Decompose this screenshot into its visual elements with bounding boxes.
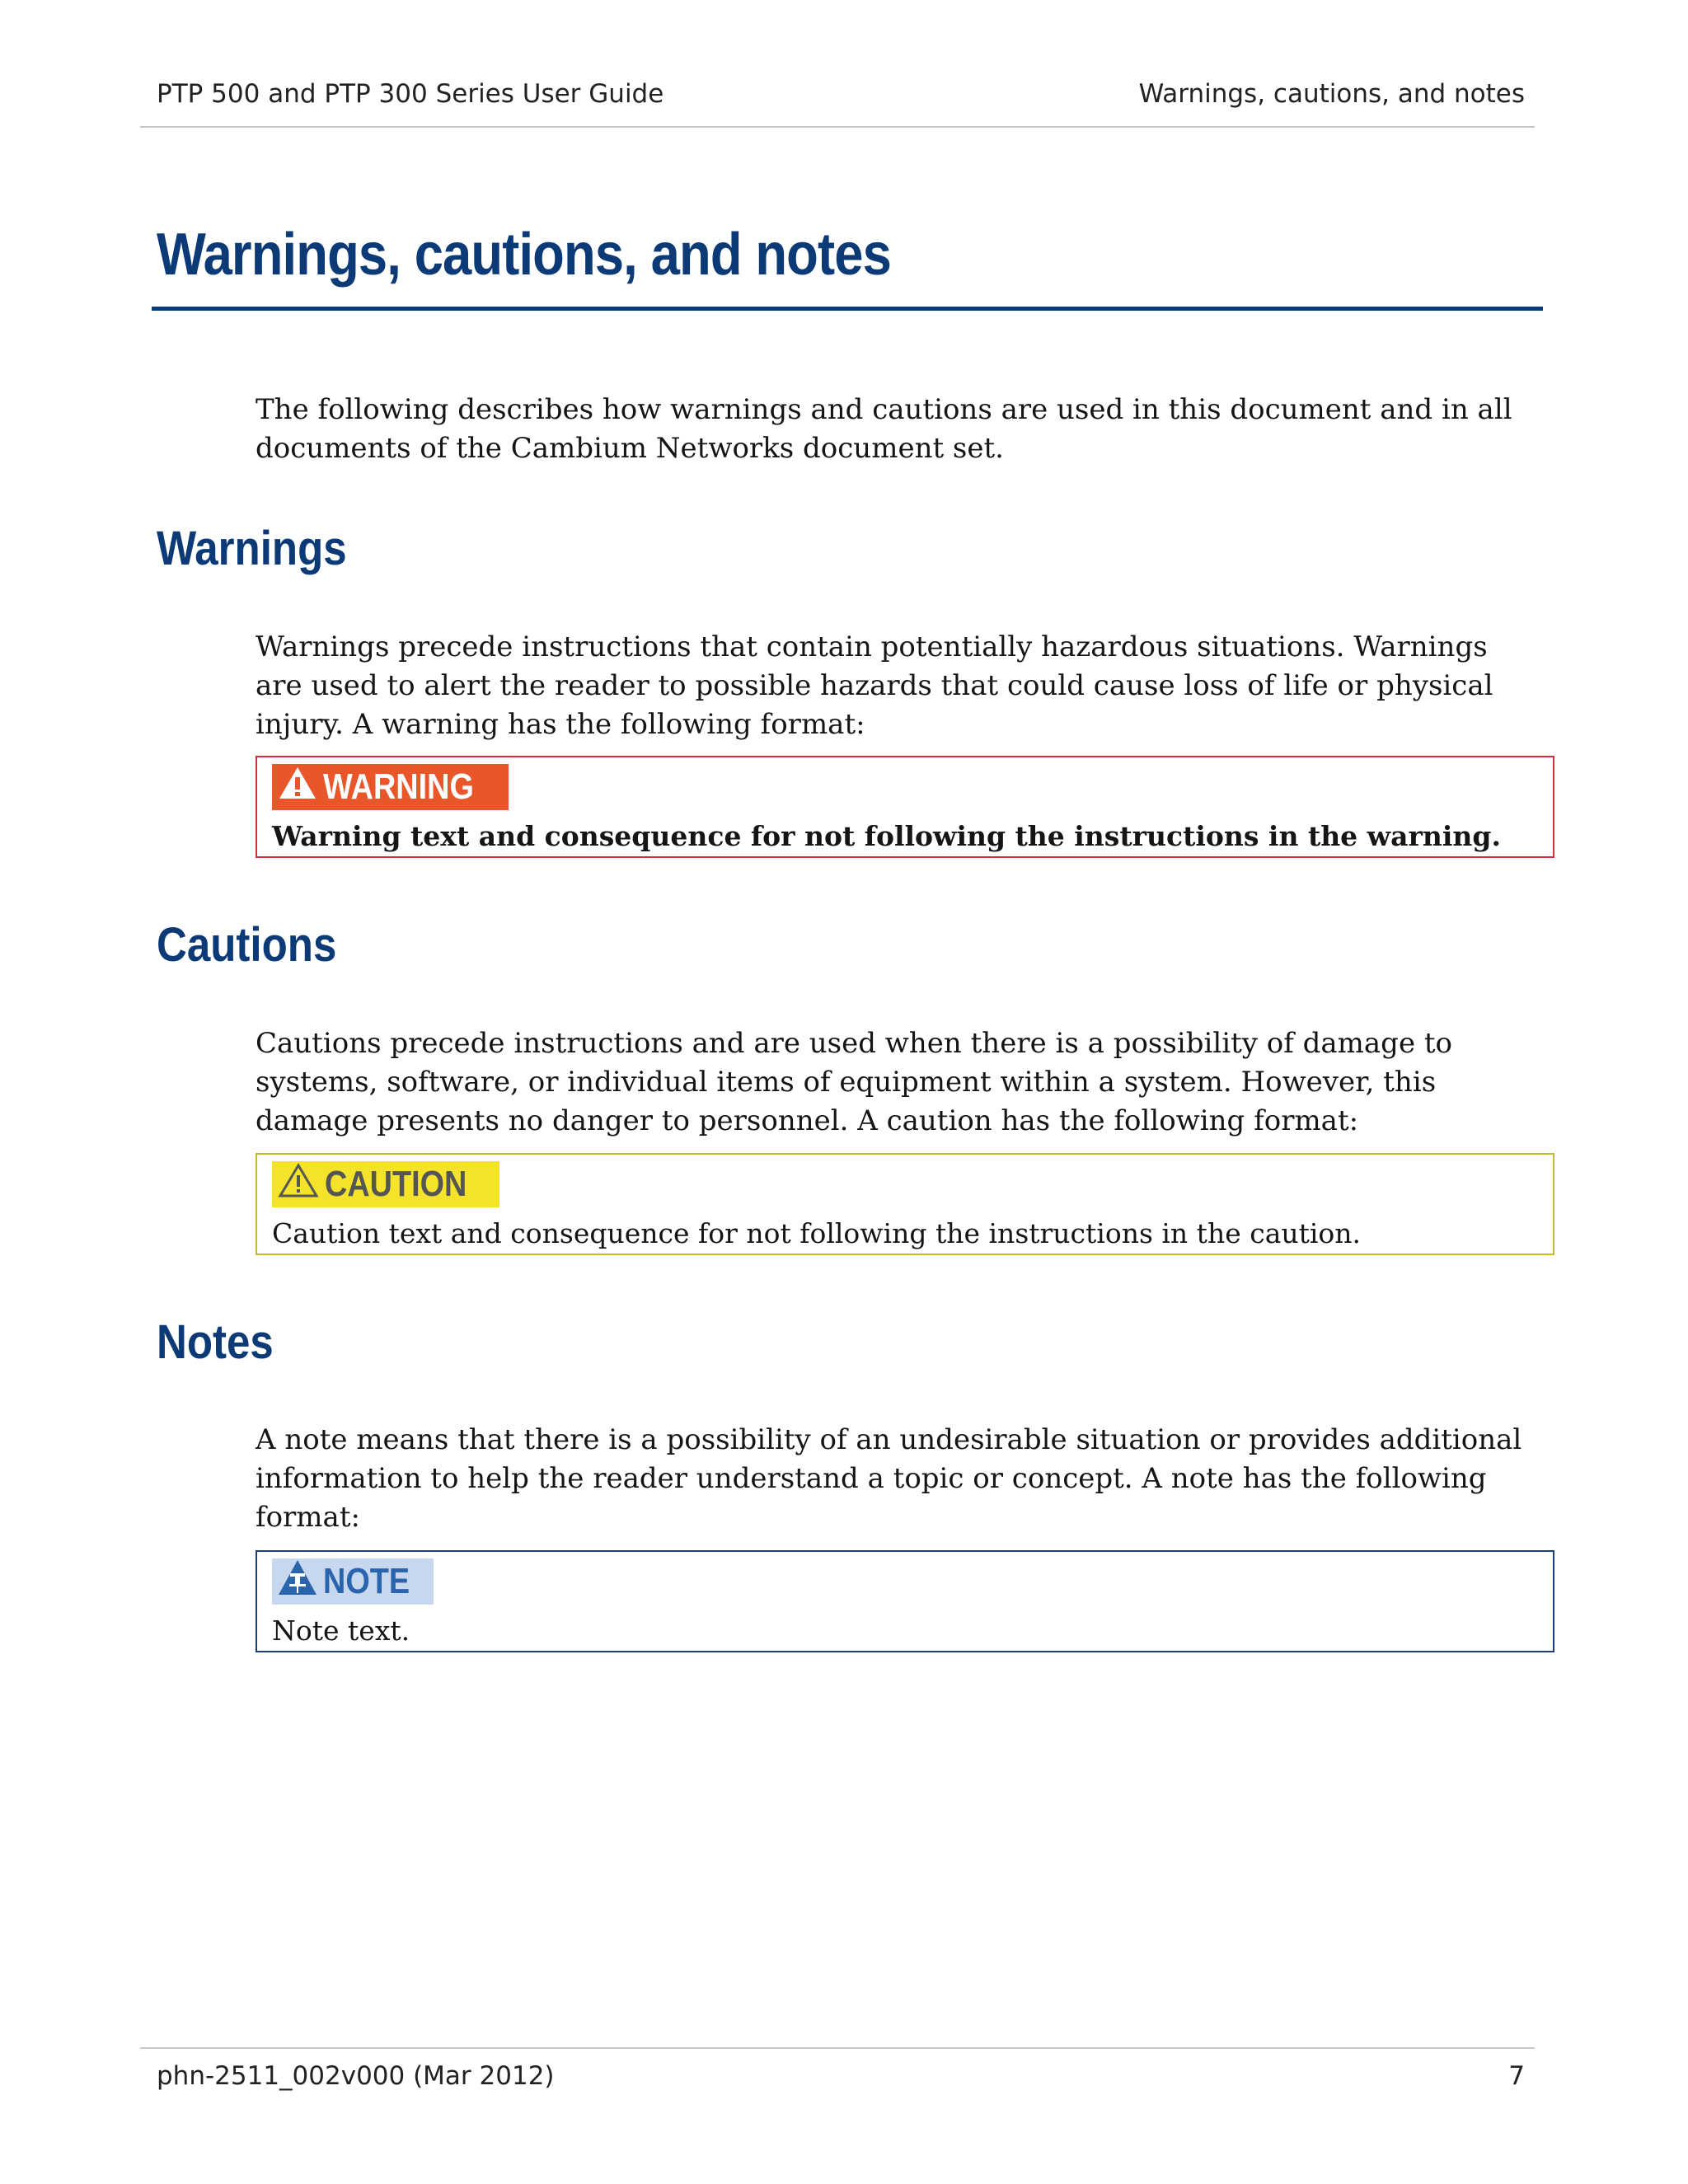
note-pushpin-icon <box>277 1558 323 1605</box>
note-box <box>256 1550 1554 1652</box>
warning-badge-label: WARNING <box>323 766 474 807</box>
warnings-heading: Warnings <box>157 522 347 575</box>
title-underline <box>152 307 1543 311</box>
note-badge <box>272 1558 434 1605</box>
note-box-text: Note text. <box>272 1615 410 1647</box>
caution-badge-label: CAUTION <box>325 1164 467 1204</box>
note-badge-label: NOTE <box>323 1561 410 1601</box>
header-section-title: Warnings, cautions, and notes <box>1138 79 1525 109</box>
header-divider <box>140 126 1535 128</box>
page-footer <box>140 2061 1540 2094</box>
cautions-paragraph: Cautions precede instructions and are used when there is a possibility of damage to systems, software, or individual items of equipment within a system. However, this damage presents no danger to personnel. A caution has the following format: <box>256 1027 1453 1137</box>
warning-box <box>256 756 1554 858</box>
header-document-title: PTP 500 and PTP 300 Series User Guide <box>157 79 664 109</box>
page-header <box>140 79 1540 112</box>
notes-heading: Notes <box>157 1315 274 1369</box>
page-number: 7 <box>1508 2061 1525 2091</box>
footer-document-id: phn-2511_002v000 (Mar 2012) <box>157 2061 555 2091</box>
notes-paragraph: A note means that there is a possibility of an undesirable situation or provides additional information to help the reader understand a topic or concept. A note has the following format: <box>256 1423 1522 1534</box>
footer-divider <box>140 2047 1535 2049</box>
warning-box-text: Warning text and consequence for not following the instructions in the warning. <box>272 820 1501 852</box>
caution-triangle-icon <box>277 1162 325 1207</box>
intro-paragraph: The following describes how warnings and cautions are used in this document and in all documents of the Cambium Networks document set. <box>256 393 1512 465</box>
warning-triangle-icon <box>277 765 323 810</box>
caution-box-text: Caution text and consequence for not following the instructions in the caution. <box>272 1217 1362 1249</box>
caution-badge <box>272 1161 499 1207</box>
page-title: Warnings, cautions, and notes <box>157 222 891 288</box>
cautions-heading: Cautions <box>157 918 337 972</box>
warnings-paragraph: Warnings precede instructions that contain potentially hazardous situations. Warnings are used to alert the reader to possible hazards that could cause loss of life or physical injury. A warning has the following format: <box>256 630 1493 741</box>
caution-box <box>256 1153 1554 1255</box>
warning-badge <box>272 764 509 810</box>
